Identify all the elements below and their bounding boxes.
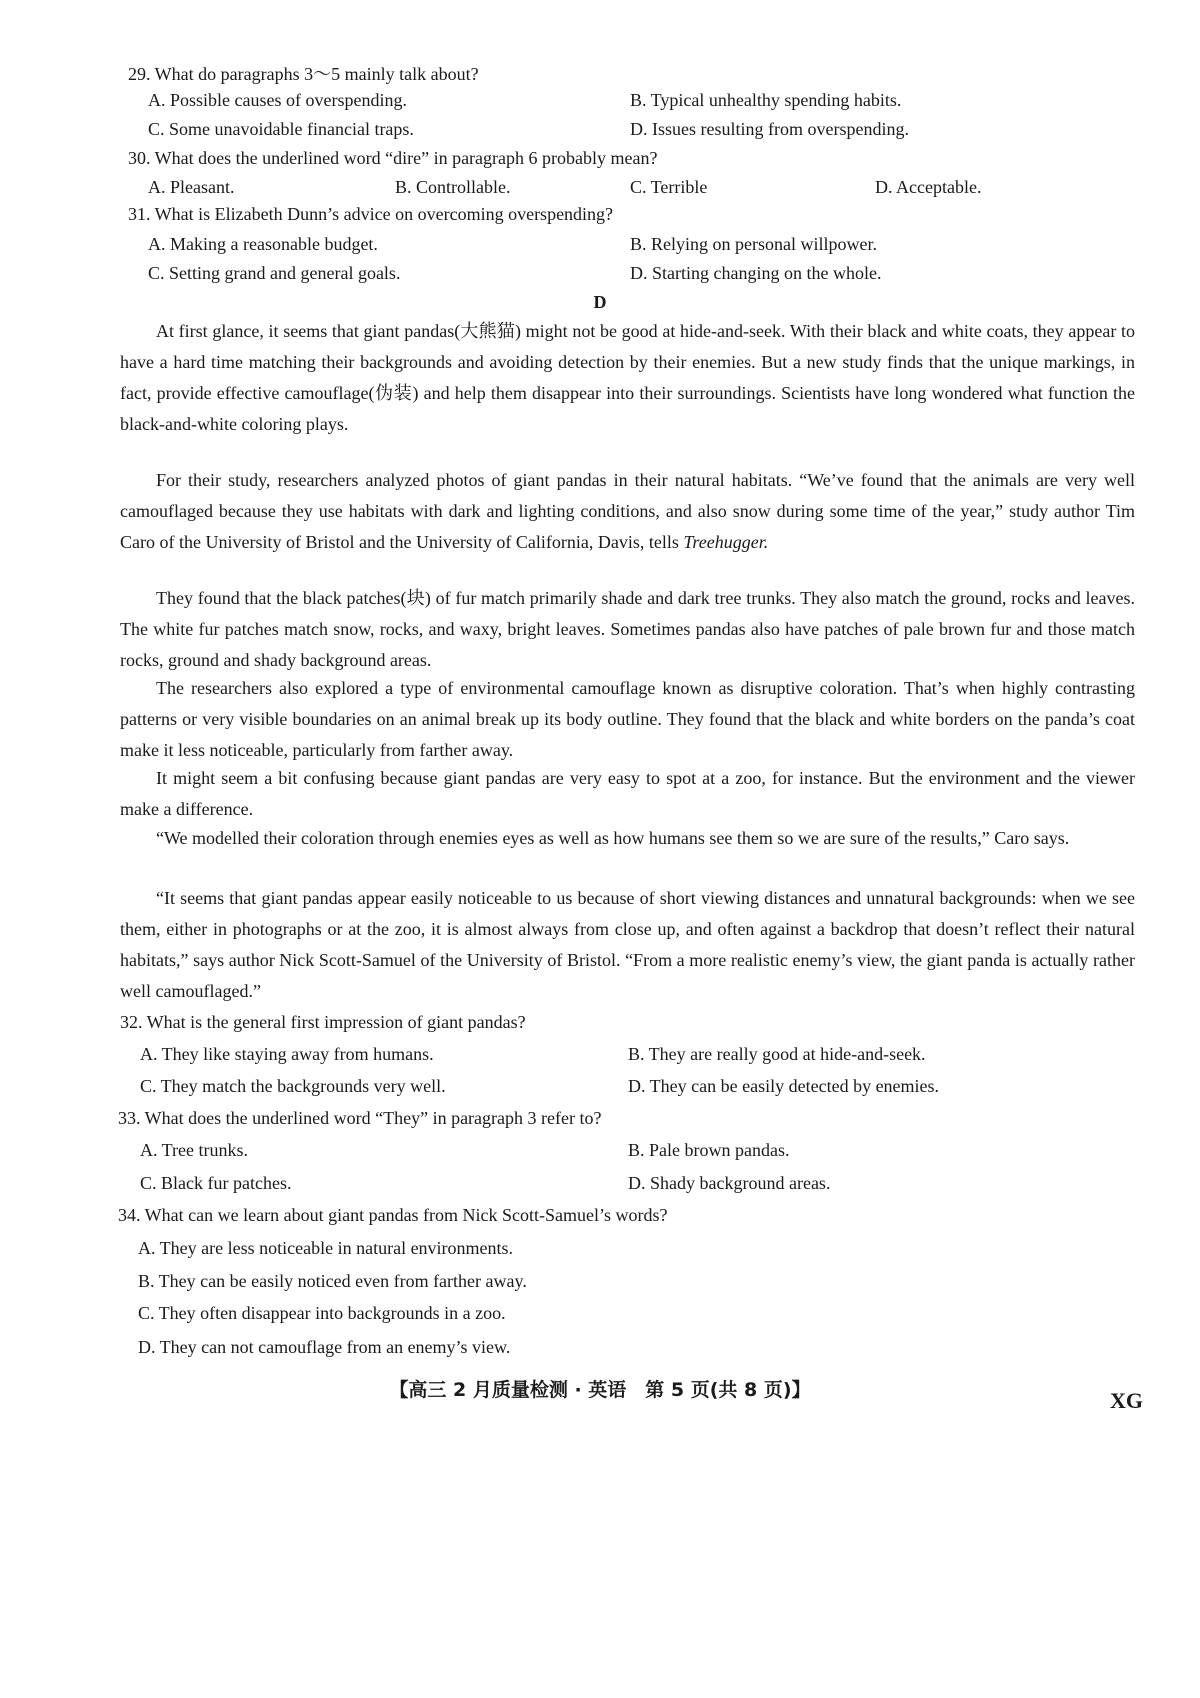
q33-option-a: A. Tree trunks. xyxy=(140,1140,249,1160)
question-34: 34. What can we learn about giant pandas from Nick Scott-Samuel’s words? xyxy=(118,1205,668,1225)
q29-option-a: A. Possible causes of overspending. xyxy=(148,90,407,110)
q33-option-d: D. Shady background areas. xyxy=(628,1173,831,1193)
q32-option-b: B. They are really good at hide-and-seek. xyxy=(628,1044,926,1064)
passage-paragraph-1: At first glance, it seems that giant pandas(大熊猫) might not be good at hide-and-seek. With their black and white coats, they appear to have a hard time matching their backgrounds and avoiding detection by their enemies. But a new study finds that the unique markings, in fact, provide effective camouflage(伪装) and help them disappear into their surroundings. Scientists have long wondered what function the black-and-white coloring plays. xyxy=(120,321,1135,434)
question-30: 30. What does the underlined word “dire” in paragraph 6 probably mean? xyxy=(128,148,658,168)
q34-option-c: C. They often disappear into backgrounds in a zoo. xyxy=(138,1303,506,1323)
q34-option-a: A. They are less noticeable in natural environments. xyxy=(138,1238,514,1258)
passage-paragraph-7: “It seems that giant pandas appear easily noticeable to us because of short viewing distances and unnatural backgrounds: when we see them, either in photographs or at the zoo, it is almost always from close up, and often against a backdrop that doesn’t reflect their natural habitats,” says author Nick Scott-Samuel of the University of Bristol. “From a more realistic enemy’s view, the giant panda is actually rather well camouflaged.” xyxy=(120,888,1135,1001)
q32-option-c: C. They match the backgrounds very well. xyxy=(140,1076,446,1096)
q34-option-d: D. They can not camouflage from an enemy’s view. xyxy=(138,1337,511,1357)
paper-code: XG xyxy=(1110,1388,1143,1413)
q33-option-b: B. Pale brown pandas. xyxy=(628,1140,790,1160)
passage-paragraph-3: They found that the black patches(块) of fur match primarily shade and dark tree trunks. They also match the ground, rocks and leaves. The white fur patches match snow, rocks, and waxy, bright leaves. Sometimes pandas also have patches of pale brown fur and those match rocks, ground and shady background areas. xyxy=(120,588,1135,670)
q29-option-b: B. Typical unhealthy spending habits. xyxy=(630,90,902,110)
question-31: 31. What is Elizabeth Dunn’s advice on overcoming overspending? xyxy=(128,204,614,224)
q31-option-c: C. Setting grand and general goals. xyxy=(148,263,401,283)
question-33: 33. What does the underlined word “They” in paragraph 3 refer to? xyxy=(118,1108,602,1128)
q31-option-a: A. Making a reasonable budget. xyxy=(148,234,378,254)
passage-paragraph-4: The researchers also explored a type of environmental camouflage known as disruptive coloration. That’s when highly contrasting patterns or very visible boundaries on an animal break up its body outline. They found that the black and white borders on the panda’s coat make it less noticeable, particularly from farther away. xyxy=(120,678,1135,760)
paragraph-2-text: For their study, researchers analyzed photos of giant pandas in their natural habitats. “We’ve found that the animals are very well camouflaged because they use habitats with dark and lighting conditions, and also snow during some time of the year,” study author Tim Caro of the University of Bristol and the University of California, Davis, tells xyxy=(120,470,1135,552)
passage-paragraph-2 xyxy=(120,465,1135,558)
q30-option-d: D. Acceptable. xyxy=(875,177,982,197)
passage-paragraph-6: “We modelled their coloration through enemies eyes as well as how humans see them so we are sure of the results,” Caro says. xyxy=(156,828,1070,848)
q34-option-b: B. They can be easily noticed even from farther away. xyxy=(138,1271,527,1291)
q32-option-a: A. They like staying away from humans. xyxy=(140,1044,434,1064)
section-letter: D xyxy=(593,292,607,312)
q29-option-c: C. Some unavoidable financial traps. xyxy=(148,119,414,139)
q29-option-d: D. Issues resulting from overspending. xyxy=(630,119,909,139)
question-29: 29. What do paragraphs 3～5 mainly talk about? xyxy=(128,64,479,84)
q32-option-d: D. They can be easily detected by enemies. xyxy=(628,1076,940,1096)
q31-option-d: D. Starting changing on the whole. xyxy=(630,263,882,283)
passage-paragraph-5: It might seem a bit confusing because giant pandas are very easy to spot at a zoo, for instance. But the environment and the viewer make a difference. xyxy=(120,768,1135,819)
q31-option-b: B. Relying on personal willpower. xyxy=(630,234,877,254)
source-name: Treehugger. xyxy=(683,532,769,552)
q30-option-a: A. Pleasant. xyxy=(148,177,235,197)
q30-option-c: C. Terrible xyxy=(630,177,708,197)
page-footer: 【高三 2 月质量检测 · 英语 第 5 页(共 8 页)】 xyxy=(389,1379,811,1401)
q30-option-b: B. Controllable. xyxy=(395,177,511,197)
question-32: 32. What is the general first impression of giant pandas? xyxy=(120,1012,526,1032)
q33-option-c: C. Black fur patches. xyxy=(140,1173,292,1193)
